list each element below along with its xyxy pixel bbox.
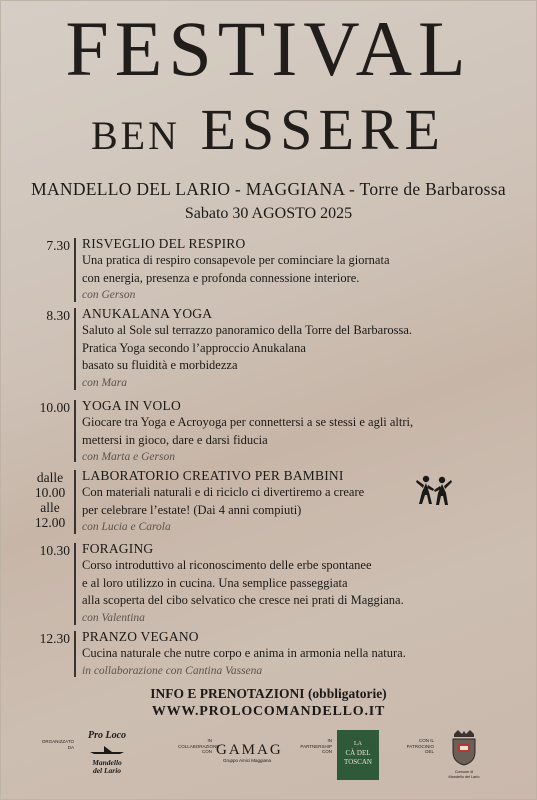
event-desc-line: Cucina naturale che nutre corpo e anima in armonia nella natura. bbox=[82, 646, 406, 660]
event-desc-line: Una pratica di respiro consapevole per cominciare la giornata bbox=[82, 253, 390, 267]
organized-label: ORGANIZZATO DA bbox=[41, 739, 74, 750]
event-body bbox=[82, 541, 517, 626]
proloco-logo bbox=[84, 730, 130, 775]
event-credit: con Marta e Gerson bbox=[82, 451, 175, 463]
event-desc-line: Giocare tra Yoga e Acroyoga per connettersi a se stessi e agli altri, bbox=[82, 415, 414, 429]
proloco-boat-icon bbox=[84, 746, 130, 754]
event-desc-line: basato su fluidità e morbidezza bbox=[82, 358, 238, 372]
event-time: 12.30 bbox=[39, 631, 70, 646]
event-time bbox=[28, 470, 72, 530]
partner-label: IN PARTNERSHIP CON bbox=[300, 738, 332, 754]
event-time-line: 10.00 bbox=[34, 485, 66, 500]
event-title: YOGA IN VOLO bbox=[82, 398, 181, 413]
event-desc-line: per celebrare l’estate! (Dai 4 anni compiuti) bbox=[82, 502, 302, 517]
partner-logo bbox=[337, 730, 379, 780]
subtitle-ben: BEN bbox=[91, 113, 180, 158]
event-desc-line: Saluto al Sole sul terrazzo panoramico della Torre del Barbarossa. bbox=[82, 323, 413, 337]
partner-line2: CÀ DEL bbox=[345, 749, 371, 757]
event-divider bbox=[74, 631, 76, 677]
website-link[interactable]: WWW.PROLOCOMANDELLO.IT bbox=[151, 704, 386, 719]
subtitle-essere: ESSERE bbox=[200, 97, 446, 162]
gamag-subtitle: Gruppo Amici Maggiana bbox=[222, 758, 272, 763]
event-time: 7.30 bbox=[46, 238, 70, 253]
date-line: Sabato 30 AGOSTO 2025 bbox=[184, 205, 353, 222]
event-body bbox=[82, 629, 517, 679]
partner-line1: LA bbox=[354, 741, 362, 747]
event-desc-line: Pratica Yoga secondo l’approccio Anukalana bbox=[82, 340, 306, 355]
event-credit: con Valentina bbox=[82, 611, 145, 624]
event-desc-line: mettersi in gioco, dare e darsi fiducia bbox=[82, 432, 268, 447]
event-time-line: alle bbox=[40, 500, 60, 515]
event-desc-line: con energia, presenza e profonda connessione interiore. bbox=[82, 270, 360, 285]
event-title: RISVEGLIO DEL RESPIRO bbox=[82, 236, 246, 251]
partner-line3: TOSCAN bbox=[344, 758, 372, 766]
gamag-logo bbox=[216, 742, 283, 764]
event-time-line: 12.00 bbox=[34, 515, 66, 530]
event-body bbox=[82, 398, 517, 465]
event-time: 10.30 bbox=[39, 543, 70, 558]
event-desc-line: alla scoperta del cibo selvatico che cresce nei prati di Maggiana. bbox=[82, 593, 404, 607]
proloco-line1: Pro Loco bbox=[87, 730, 127, 741]
proloco-line2: Mandello bbox=[92, 758, 122, 767]
event-divider bbox=[74, 308, 76, 390]
event-time-line: dalle bbox=[36, 470, 64, 485]
gamag-text: GAMAG bbox=[216, 742, 283, 758]
patron-label: CON IL PATROCINIO DEL bbox=[406, 738, 434, 754]
event-title: PRANZO VEGANO bbox=[82, 629, 199, 644]
festival-title: FESTIVAL bbox=[65, 5, 472, 92]
event-divider bbox=[74, 238, 76, 302]
event-divider bbox=[74, 400, 76, 462]
comune-line1: Comune di bbox=[454, 770, 474, 774]
info-heading: INFO E PRENOTAZIONI (obbligatorie) bbox=[150, 686, 387, 701]
comune-logo bbox=[444, 730, 484, 779]
event-desc-line: Con materiali naturali e di riciclo ci divertiremo a creare bbox=[82, 485, 365, 499]
event-credit: con Mara bbox=[82, 376, 128, 389]
event-desc-line: Corso introduttivo al riconoscimento delle erbe spontanee bbox=[82, 558, 372, 572]
event-credit: con Gerson bbox=[82, 289, 136, 301]
location-line: MANDELLO DEL LARIO - MAGGIANA - Torre de Barbarossa bbox=[31, 179, 506, 199]
event-divider bbox=[74, 470, 76, 534]
children-dancing-icon bbox=[416, 474, 452, 508]
event-time: 10.00 bbox=[39, 400, 70, 415]
event-credit: con Lucia e Carola bbox=[82, 521, 171, 533]
event-title: FORAGING bbox=[82, 541, 154, 556]
event-body bbox=[82, 236, 517, 303]
festival-subtitle bbox=[0, 94, 537, 172]
event-body bbox=[82, 306, 517, 391]
event-title: LABORATORIO CREATIVO PER BAMBINI bbox=[82, 468, 344, 483]
comune-crest-icon bbox=[450, 730, 478, 766]
event-title: ANUKALANA YOGA bbox=[82, 306, 213, 321]
proloco-line3: del Lario bbox=[92, 766, 122, 775]
collab-label: IN COLLABORAZIONE CON bbox=[178, 738, 220, 754]
event-desc-line: e al loro utilizzo in cucina. Una semplice passeggiata bbox=[82, 575, 348, 590]
event-divider bbox=[74, 543, 76, 625]
comune-line2: Mandello del Lario bbox=[448, 774, 480, 779]
event-time: 8.30 bbox=[46, 308, 70, 323]
event-credit: in collaborazione con Cantina Vassena bbox=[82, 664, 263, 677]
